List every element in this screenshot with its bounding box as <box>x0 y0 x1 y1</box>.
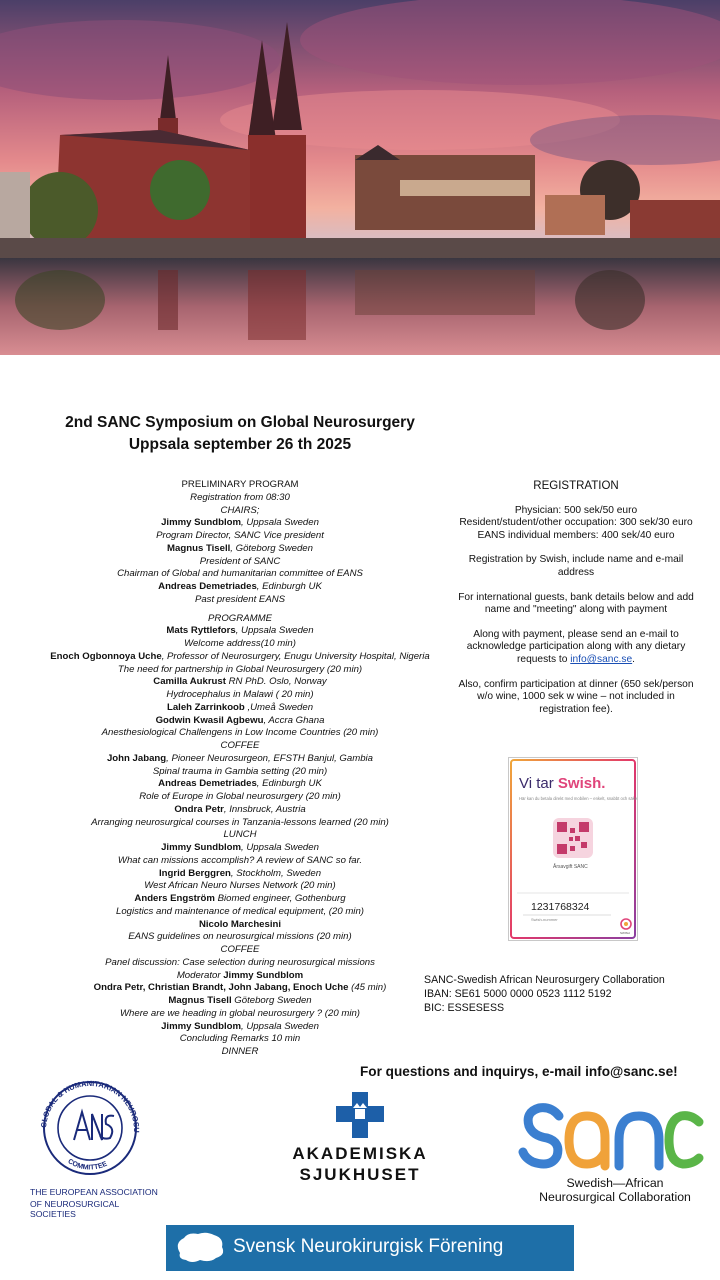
brain-icon <box>174 1231 226 1265</box>
snf-name: Svensk Neurokirurgisk Förening <box>233 1236 504 1257</box>
talk-topic: Welcome address(10 min) <box>184 638 296 649</box>
talk-topic: EANS guidelines on neurosurgical missions (20 min) <box>128 931 352 943</box>
swish-logo-icon <box>621 919 631 929</box>
talk-speaker: Nicolo Marchesini <box>198 918 282 930</box>
program-schedule <box>20 479 460 1059</box>
bank-account-name: SANC-Swedish African Neurosurgery Collaboration <box>424 974 665 986</box>
hero-photo-uppsala <box>0 0 720 355</box>
program-header: PRELIMINARY PROGRAM <box>181 479 299 490</box>
sanc-wordmark-icon <box>515 1100 705 1172</box>
registration-heading: REGISTRATION <box>533 480 619 492</box>
talk-topic: Arranging neurosurgical courses in Tanzania-lessons learned (20 min) <box>91 816 389 828</box>
talk-topic: Anesthesiological Challengens in Low Income Countries (20 min) <box>101 727 379 739</box>
chair-item: Jimmy Sundblom, Uppsala Sweden <box>161 517 319 529</box>
svg-text:Här kan du betala direkt med m: Här kan du betala direkt med mobilen – enkelt, snabbt och säkert <box>519 796 637 801</box>
title-line-2: Uppsala september 26 th 2025 <box>128 436 352 453</box>
email-instructions: Along with payment, please send an e-mail to acknowledge participation along with any dietary requests to info@sanc.se. <box>466 628 686 665</box>
akademiska-name-1: AKADEMISKA <box>292 1144 428 1163</box>
bank-details <box>424 973 665 1016</box>
fee-physician: Physician: 500 sek/50 euro <box>514 504 638 516</box>
dinner-instructions: Also, confirm participation at dinner (650 sek/person w/o wine, 1000 sek w wine – not included in registration fee). <box>458 678 694 715</box>
sanc-logo <box>515 1100 705 1205</box>
registration-time: Registration from 08:30 <box>190 491 290 503</box>
title-line-1: 2nd SANC Symposium on Global Neurosurgery <box>65 414 415 431</box>
swish-qr-card <box>508 757 638 941</box>
lunch-break: LUNCH <box>223 829 257 841</box>
eans-caption-1: THE EUROPEAN ASSOCIATION <box>30 1187 158 1197</box>
chair-item: Andreas Demetriades, Edinburgh UK <box>158 581 322 592</box>
fee-eans: EANS individual members: 400 sek/40 euro <box>477 529 675 541</box>
talk-speaker: Camilla Aukrust RN PhD. Oslo, Norway <box>153 676 327 688</box>
talk-topic: Hydrocephalus in Malawi ( 20 min) <box>166 689 314 700</box>
sanc-subtitle-1: Swedish—African <box>566 1176 664 1190</box>
chair-role: Past president EANS <box>194 593 286 605</box>
registration-info <box>455 480 697 728</box>
svg-text:Vi tar Swish.: Vi tar Swish. <box>519 775 606 792</box>
eans-logo <box>30 1080 160 1219</box>
talk-speaker: Anders Engström Biomed engineer, Gothenburg <box>134 893 346 904</box>
sanc-subtitle-2: Neurosurgical Collaboration <box>539 1189 691 1204</box>
talk-topic: West African Neuro Nurses Network (20 min) <box>144 880 336 892</box>
coffee-break: COFFEE <box>220 944 260 955</box>
svg-text:GLOBAL & HUMANITARIAN NEUROSUR: GLOBAL & HUMANITARIAN NEUROSU <box>38 1080 142 1133</box>
eans-caption-2: OF NEUROSURGICAL SOCIETIES <box>30 1199 119 1219</box>
chair-role: President of SANC <box>199 555 281 567</box>
talk-speaker: Jimmy Sundblom, Uppsala Sweden <box>161 842 319 853</box>
talk-speaker: John Jabang, Pioneer Neurosurgeon, EFSTH Banjul, Gambia <box>106 752 374 764</box>
talk-speaker: Mats Ryttlefors, Uppsala Sweden <box>166 625 314 637</box>
fee-list <box>455 505 697 543</box>
international-instructions: For international guests, bank details below and add name and "meeting" along with payment <box>458 591 694 616</box>
coffee-break: COFFEE <box>220 740 260 751</box>
talk-speaker: Ondra Petr, Innsbruck, Austria <box>174 803 306 815</box>
panel-moderator: Moderator Jimmy Sundblom <box>176 969 304 981</box>
talk-topic: Logistics and maintenance of medical equipment, (20 min) <box>116 905 364 917</box>
symposium-title <box>20 412 460 456</box>
talk-speaker: Godwin Kwasil Agbewu, Accra Ghana <box>155 714 325 726</box>
chair-item: Magnus Tisell, Göteborg Sweden <box>167 542 313 554</box>
talk-topic: Spinal trauma in Gambia setting (20 min) <box>152 765 328 777</box>
svg-text:Swish-nummer: Swish-nummer <box>531 917 558 922</box>
svg-text:Årsavgift SANC: Årsavgift SANC <box>553 864 588 870</box>
swish-instructions: Registration by Swish, include name and e-mail address <box>468 554 684 578</box>
talk-topic: The need for partnership in Global Neurosurgery (20 min) <box>117 663 363 675</box>
talk-topic: What can missions accomplish? A review of SANC so far. <box>117 854 363 866</box>
programme-label: PROGRAMME <box>208 612 272 624</box>
talk-speaker: Jimmy Sundblom, Uppsala Sweden <box>161 1020 319 1032</box>
email-link[interactable]: info@sanc.se <box>570 653 633 665</box>
akademiska-logo <box>280 1092 440 1185</box>
talk-speaker: Magnus Tisell Göteborg Sweden <box>168 995 312 1006</box>
swish-number: 1231768324 <box>531 901 590 913</box>
eans-emblem-icon <box>74 1112 114 1140</box>
panel-discussion: Panel discussion: Case selection during neurosurgical missions <box>105 956 375 968</box>
chair-role: Chairman of Global and humanitarian committee of EANS <box>117 568 363 580</box>
talk-topic: Where are we heading in global neurosurgery ? (20 min) <box>120 1007 360 1019</box>
dinner: DINNER <box>221 1046 259 1057</box>
svg-text:COMMITTEE: COMMITTEE <box>66 1157 109 1172</box>
snf-banner <box>166 1225 574 1271</box>
bank-bic: BIC: ESSESESS <box>424 1002 505 1015</box>
questions-contact: For questions and inquirys, e-mail info@sanc.se! <box>360 1064 678 1079</box>
talk-speaker: Andreas Demetriades, Edinburgh UK <box>158 778 322 790</box>
fee-resident: Resident/student/other occupation: 300 sek/30 euro <box>459 517 693 529</box>
akademiska-cross-icon <box>336 1092 384 1138</box>
talk-topic: Role of Europe in Global neurosurgery (20 min) <box>139 791 341 802</box>
panel-members: Ondra Petr, Christian Brandt, John Jabang, Enoch Uche (45 min) <box>93 982 387 994</box>
bank-iban: IBAN: SE61 5000 0000 0523 1112 5192 <box>424 988 612 1001</box>
talk-speaker: Enoch Ogbonnoya Uche, Professor of Neurosurgery, Enugu University Hospital, Nigeria <box>50 650 430 662</box>
chair-role: Program Director, SANC Vice president <box>156 530 324 541</box>
qr-code <box>553 818 593 858</box>
akademiska-name-2: SJUKHUSET <box>299 1165 421 1184</box>
talk-speaker: Ingrid Berggren, Stockholm, Sweden <box>158 867 322 879</box>
svg-text:SWISH: SWISH <box>620 931 630 935</box>
chairs-label: CHAIRS; <box>220 504 260 516</box>
talk-speaker: Laleh Zarrinkoob ,Umeå Sweden <box>166 701 314 713</box>
talk-topic: Concluding Remarks 10 min <box>179 1033 301 1045</box>
